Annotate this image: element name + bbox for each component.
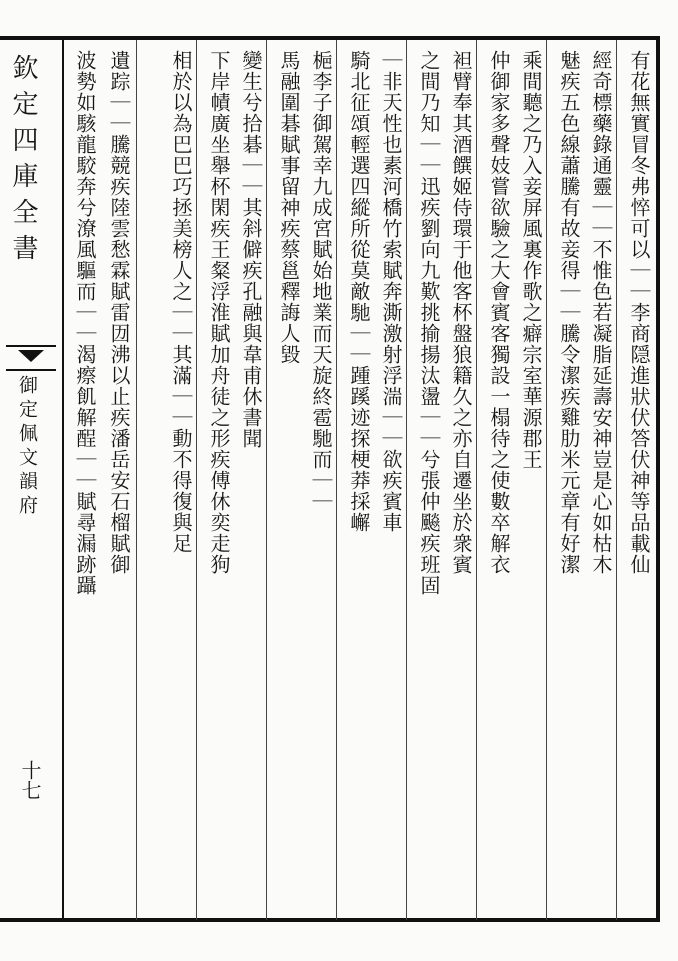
column-rule xyxy=(136,40,137,920)
frame-top-border xyxy=(0,36,660,40)
column-rule xyxy=(476,40,477,920)
column-rule xyxy=(336,40,337,920)
column-rule xyxy=(616,40,617,920)
text-column-11: 馬融圍碁賦事留神疾蔡邕釋誨人毀 xyxy=(277,50,301,365)
text-column-6: 袒臂奉其酒饌姬侍環于他客杯盤狼籍久之亦自遷坐於衆賓 xyxy=(449,50,473,575)
text-column-9: 騎北征頌輕選四縱所從莫敵馳｜｜踵蹊迹探梗莽採嶰 xyxy=(347,50,371,533)
margin-book-title: 欽定四庫全書 xyxy=(8,54,38,270)
column-rule xyxy=(266,40,267,920)
fish-tail-mark xyxy=(6,345,56,371)
text-column-2: 經奇標藥錄通靈｜｜不惟色若凝脂延壽安神豈是心如枯木 xyxy=(589,50,613,575)
column-rule xyxy=(196,40,197,920)
text-column-12: 變生兮拾碁｜｜其斜僻疾孔融與韋甫休書聞 xyxy=(239,50,263,449)
margin-volume-title: 御定佩文韻府 xyxy=(16,375,38,519)
text-column-7: 之間乃知｜｜迅疾劉向九歎挑揄揚汰盪｜｜兮張仲飈疾班固 xyxy=(417,50,441,596)
column-rule xyxy=(546,40,547,920)
text-column-8: ｜非天性也素河橋竹索賦奔澌激射浮湍｜｜欲疾賓車 xyxy=(379,50,403,533)
text-column-14: 相於以為巴巴巧拯美榜人之｜｜其滿｜｜動不得復與足 xyxy=(169,50,193,554)
frame-bottom-border xyxy=(0,918,660,922)
text-column-1: 有花無實冒冬弗悴可以｜｜李商隠進狀伏答伏神等品載仙 xyxy=(627,50,651,575)
margin-strip xyxy=(0,40,64,920)
text-column-5: 仲御家多聲妓嘗欲驗之大會賓客獨設一榻待之使數卒解衣 xyxy=(487,50,511,575)
text-column-10: 梔李子御駕幸九成宮賦始地業而天旋終雹馳而｜｜ xyxy=(309,50,333,512)
text-column-15: 遺踪｜｜騰競疾陸雲愁霖賦雷㘞沸以止疾潘岳安石榴賦御 xyxy=(107,50,131,575)
text-column-16: 波勢如駭龍駮奔兮潦風驅而｜｜渴瘵飢解酲｜｜賦尋漏跡躡 xyxy=(73,50,97,596)
frame-right-border xyxy=(656,36,660,922)
text-column-3: 魅疾五色線蕭騰有故妾得｜｜騰令潔疾雞肋米元章有好潔 xyxy=(557,50,581,575)
column-rule xyxy=(406,40,407,920)
margin-page-number: 十七 xyxy=(18,760,42,800)
text-column-4: 乘間聽之乃入妾屏風裏作歌之癖宗室華源郡王 xyxy=(519,50,543,470)
text-column-13: 下岸幘廣坐舉杯閑疾王粲浮淮賦加舟徒之形疾傅休奕走狗 xyxy=(207,50,231,575)
